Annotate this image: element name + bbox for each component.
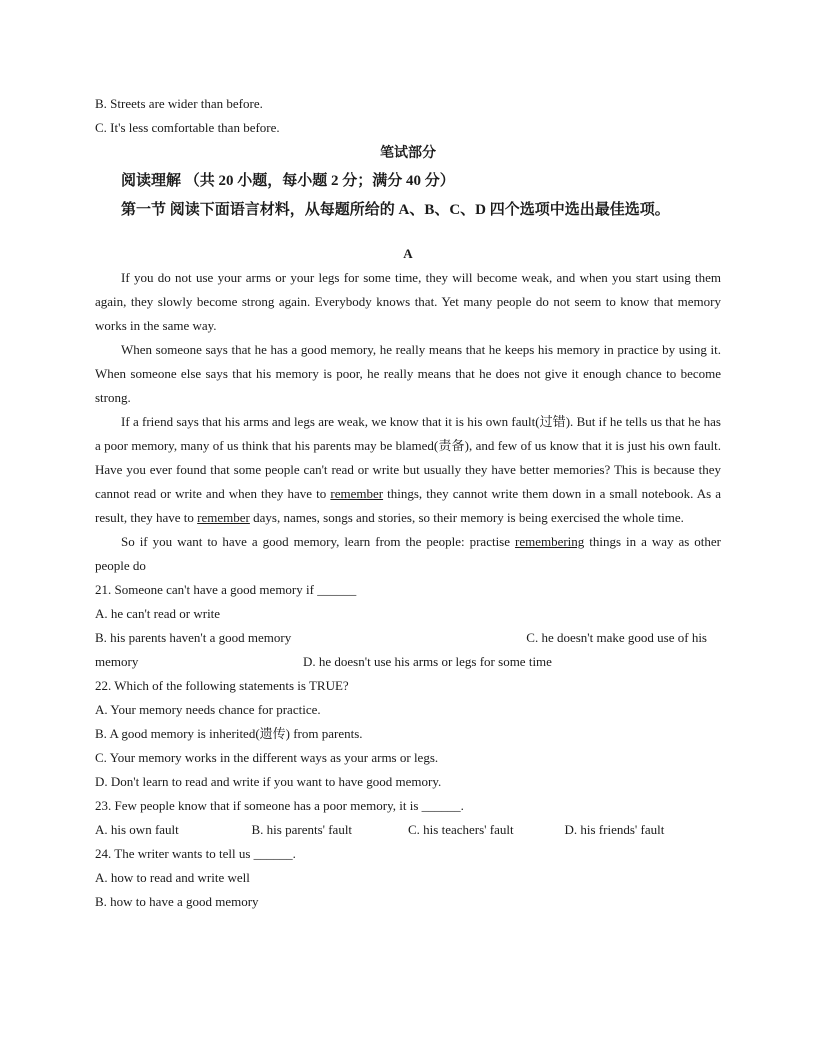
question-21-option-c: C. he doesn't make good use of his (526, 630, 707, 645)
p4-underlined-word: remembering (514, 534, 585, 549)
p3-text-c: days, names, songs and stories, so their memory is being exercised the whole time. (249, 510, 684, 525)
question-21-stem: 21. Someone can't have a good memory if ______ (95, 582, 357, 597)
p3-underlined-word-1: remember (330, 486, 384, 501)
question-24-stem: 24. The writer wants to tell us ______. (95, 846, 296, 861)
question-22-option-d: D. Don't learn to read and write if you want to have good memory. (95, 774, 442, 789)
question-24-option-a: A. how to read and write well (95, 870, 250, 885)
option-c-comfortable: C. It's less comfortable than before. (95, 120, 280, 135)
reading-heading: 阅读理解 （共 20 小题，每小题 2 分；满分 40 分） (121, 173, 455, 189)
question-23-option-b: B. his parents' fault (251, 822, 353, 837)
passage-paragraph-1: If you do not use your arms or your legs for some time, they will become weak, and when you start using them again, they slowly become strong again. Everybody knows that. Yet many people do not seem to know that memory works in the same way. (95, 270, 721, 333)
passage-paragraph-3 (95, 410, 721, 530)
question-21-options-bc (95, 626, 721, 650)
option-b-streets: B. Streets are wider than before. (95, 96, 263, 111)
p3-text-a: If a friend says that his arms and legs are weak, we know that it is his own fault(过错). But if he tells us that he has a poor memory, many of us think that his parents may be blamed(责备), and few of us know that it is just his own fault. Have you ever found that some people can't read or write but usually they have better memories? This is because they cannot read or write and when they have to (95, 414, 721, 501)
p4-text-a: So if you want to have a good memory, learn from the people: practise (121, 534, 515, 549)
question-21-option-a: A. he can't read or write (95, 606, 221, 621)
question-22-option-c: C. Your memory works in the different ways as your arms or legs. (95, 750, 439, 765)
p3-underlined-word-2: remember (197, 510, 250, 525)
question-21-option-b: B. his parents haven't a good memory (95, 630, 292, 645)
question-23-option-a: A. his own fault (95, 822, 179, 837)
question-22-stem: 22. Which of the following statements is TRUE? (95, 678, 349, 693)
question-23-stem: 23. Few people know that if someone has a poor memory, it is ______. (95, 798, 464, 813)
question-23-options (95, 818, 721, 842)
passage-label: A (403, 246, 413, 261)
p4-text-b: things in a way as other people do (95, 534, 721, 573)
question-23-option-c: C. his teachers' fault (408, 822, 514, 837)
question-22-option-a: A. Your memory needs chance for practice. (95, 702, 321, 717)
question-21-option-d: D. he doesn't use his arms or legs for some time (303, 654, 552, 669)
question-21-option-c-cont: memory (95, 654, 139, 669)
p3-text-b: things, they cannot write them down in a small notebook. As a result, they have to (95, 486, 721, 525)
question-22-option-b: B. A good memory is inherited(遗传) from parents. (95, 726, 363, 741)
part1-heading: 第一节 阅读下面语言材料，从每题所给的 A、B、C、D 四个选项中选出最佳选项。 (121, 202, 670, 218)
question-24-option-b: B. how to have a good memory (95, 894, 259, 909)
passage-paragraph-4 (95, 530, 721, 578)
passage-paragraph-2: When someone says that he has a good memory, he really means that he keeps his memory in practice by using it. When someone else says that his memory is poor, he really means that he does not give it enough chance to become strong. (95, 342, 721, 405)
question-23-option-d: D. his friends' fault (564, 822, 665, 837)
section-title: 笔试部分 (380, 146, 436, 161)
document-page (95, 92, 721, 914)
question-21-options-cont (95, 650, 721, 674)
